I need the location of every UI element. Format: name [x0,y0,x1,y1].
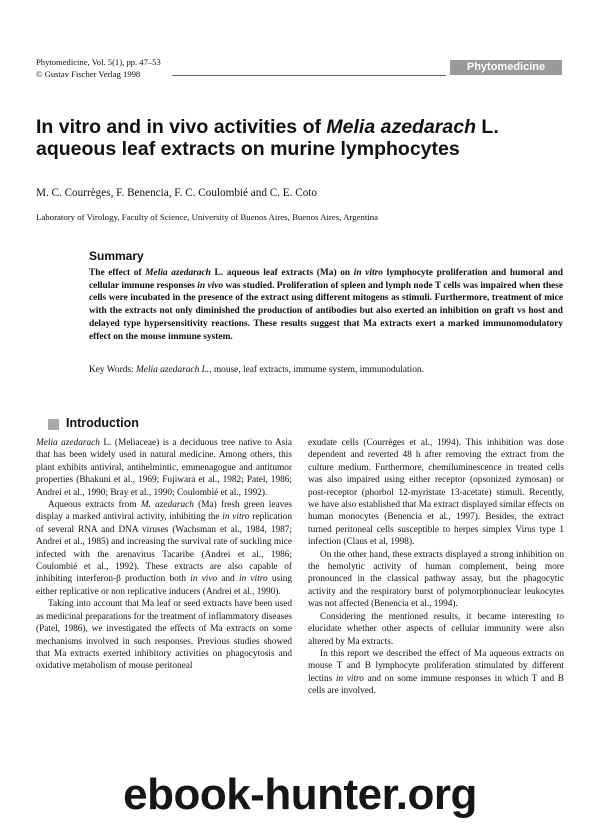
body-text: Taking into account that Ma leaf or seed extracts have been used as medicinal preparations for the treatment of inflammatory diseases (Patel, 1986), we investigated the effects of Ma extracts on some mechanisms involved in such responses. Previous studies showed that Ma extracts exerted inhibitory activities on phagocytosis and oxidative metabolism of mouse peritoneal [36,599,292,672]
keywords-list: mouse, leaf extracts, immume system, immunodulation. [211,365,424,375]
italic-text: in vitro [222,512,250,523]
body-text: On the other hand, these extracts displayed a strong inhibition on the hemolytic activity of human complement, being more pronounced in the classical pathway assay, but the phagocytic activity and the respiratory burst of polymorphonuclear leukocytes was not affected (Benencia et al., 1994). [308,549,564,610]
title-species: Melia azedarach [326,116,476,138]
section-marker-icon [48,419,59,430]
title-part: In vitro and in vivo activities of [36,116,327,138]
body-text: using either replicative or non replicative inducers (Andrei et al., 1990). [36,574,292,597]
paragraph [308,611,564,648]
abstract-text: lymphocyte proliferation and humoral and cellular immune responses [89,268,563,291]
journal-logo: Phytomedicine [450,60,562,75]
paragraph [36,598,292,672]
body-text: replication of several RNA and DNA viruses (Wachsman et al., 1984, 1987; Andrei et al., 1985) and increasing the survival rate of suckling mice infected with the arenavirus Tacaribe (Andrei et al., 1986; Coulombié et al., 1992). These extracts are also capable of inhibiting interferon-β production both [36,512,292,585]
abstract-text: was studied. Proliferation of spleen and lymph node T cells was impaired when these cells were incubated in the presence of the extract using different mitogens as stimuli. Furthermore, treatment of mice with the extracts not only diminished the production of antibodies but also exerted an inhibition on graft vs host and delayed type hypersensitivity reactions. These results suggest that Ma extracts exert a marked immunomodulatory effect on the mouse immune system. [89,280,564,342]
paragraph [36,499,292,598]
journal-line: Phytomedicine, Vol. 5(1), pp. 47–53 [36,57,161,67]
keywords-label: Key Words: [89,365,136,375]
paragraph [36,437,292,499]
body-text: In this report we described the effect of Ma aqueous extracts on mouse T and B lymphocyte proliferation stimulated by different lectins [308,648,564,684]
body-text: and on some immune responses in which T and B cells are involved. [308,673,564,697]
abstract [89,267,563,343]
header-rule [172,75,446,76]
paragraph [308,648,564,698]
keywords-species: Melia azedarach L., [135,365,212,375]
body-text: exudate cells (Courrèges et al., 1994). This inhibition was dose dependent and reverted 48 h after removing the extract from the culture medium. Furthermore, chemiluminescence in treated cells was also impaired using either receptor (opsonized zymosan) or post-receptor (phorbol 12-myristate 13-acetate) stimuli. Recently, we have also established that Ma extract displayed similar effects on human monocytes (Benencia et al., 1997). Besides, the extract turned peritoneal cells susceptible to herpes simplex Virus type 1 infection (Claus et al, 1998). [308,438,564,548]
journal-citation [36,56,161,80]
body-text: Aqueous extracts from [48,500,141,511]
abstract-text: L. aqueous leaf extracts (Ma) on [210,268,354,278]
keywords [89,364,563,377]
article-title [36,116,576,160]
italic-text: in vivo [190,574,218,585]
paragraph [308,549,564,611]
body-text: Considering the mentioned results, it became interesting to elucidate whether other aspects of cellular immunity were also altered by Ma extracts. [308,611,564,647]
body-text: and [217,574,239,585]
body-text: (Ma) fresh green leaves display a marked antiviral activity, inhibiting the [36,500,293,523]
abstract-text: The effect of [89,268,146,278]
body-text: L. (Meliaceae) is a deciduous tree native to Asia that has been widely used in natural medicine. Among others, this plant exhibits antiviral, antihelmintic, emmenagogue and antitumor properties (Bhakuni et al., 1969; Fujiwara et al., 1982; Patel, 1986; Andrei et al., 1990; Bray et al., 1990; Coulombié et al., 1992). [36,438,293,498]
right-column [308,437,564,698]
paragraph [308,437,564,549]
italic-text: in vitro [335,673,364,684]
left-column [36,437,292,673]
watermark: ebook-hunter.org [123,770,477,819]
italic-text: Melia azedarach [36,438,100,448]
abstract-italic: in vivo [197,280,224,291]
abstract-italic: in vitro [353,268,383,278]
summary-heading: Summary [89,249,144,263]
affiliation: Laboratory of Virology, Faculty of Science, University of Buenos Aires, Buenos Aires, Argentina [36,212,379,222]
abstract-italic: Melia azedarach [145,268,211,278]
italic-text: M. azedarach [140,500,194,511]
italic-text: in vitro [238,574,268,585]
authors: M. C. Courrèges, F. Benencia, F. C. Coulombié and C. E. Coto [36,187,317,199]
title-part: L. aqueous leaf extracts on murine lymphocytes [36,116,499,160]
introduction-heading: Introduction [66,416,139,430]
copyright-line: © Gustav Fischer Verlag 1998 [36,69,141,79]
